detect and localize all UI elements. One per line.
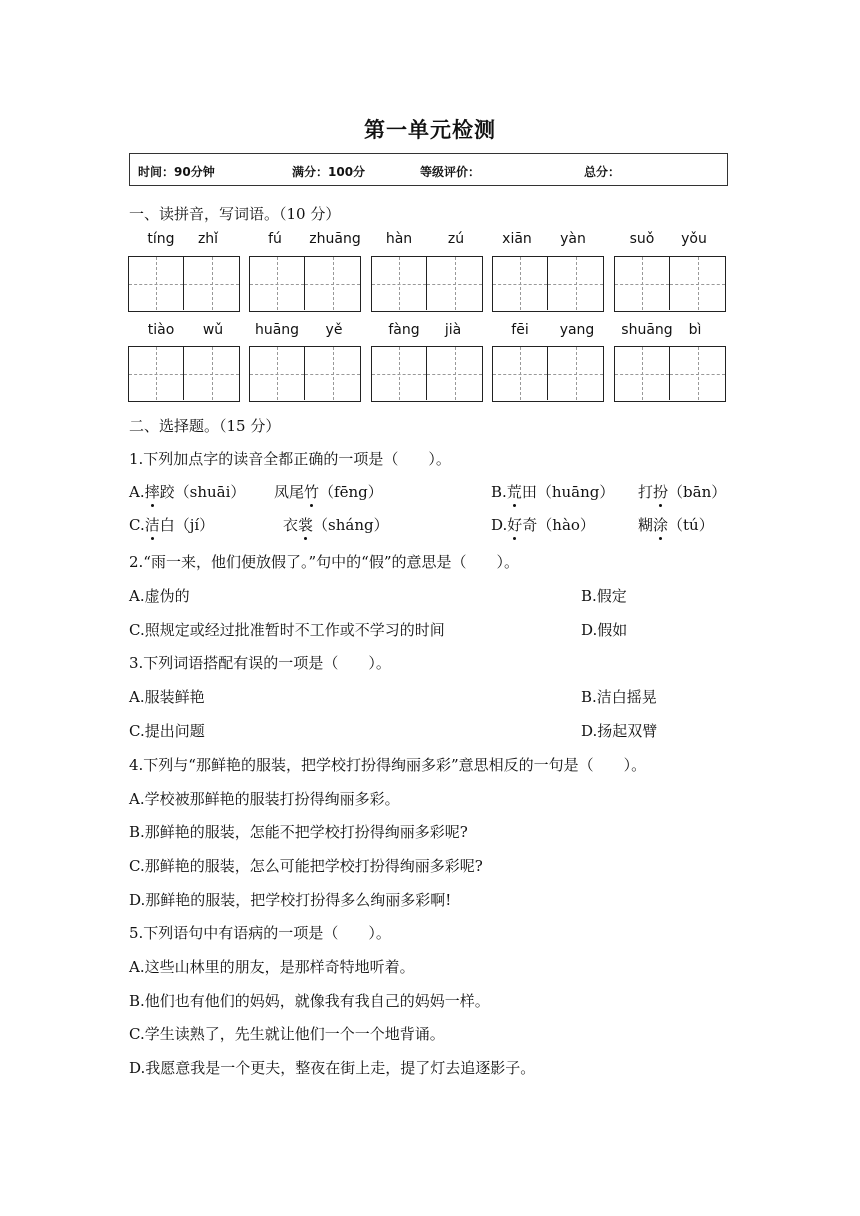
q4-option-a[interactable]: A.学校被那鲜艳的服装打扮得绚丽多彩。 bbox=[129, 790, 400, 808]
page-title: 第一单元检测 bbox=[364, 118, 496, 142]
pinyin: suǒ bbox=[629, 231, 655, 247]
pinyin: fú bbox=[268, 231, 282, 247]
pinyin: xiān bbox=[502, 231, 532, 247]
pinyin: zhǐ bbox=[197, 231, 219, 247]
pinyin: fàng bbox=[388, 322, 420, 338]
q5-option-a[interactable]: A.这些山林里的朋友，是那样奇特地听着。 bbox=[129, 958, 415, 976]
pinyin: yang bbox=[559, 322, 595, 338]
q2-option-b[interactable]: B.假定 bbox=[581, 587, 627, 605]
section2-heading: 二、选择题。（15 分） bbox=[129, 417, 281, 435]
tianzige-box[interactable] bbox=[249, 346, 361, 402]
pinyin: zú bbox=[447, 231, 465, 247]
grade-label: 等级评价： bbox=[420, 165, 481, 179]
q1-option-c[interactable]: C.洁白（jí） bbox=[129, 516, 215, 534]
pinyin: fēi bbox=[511, 322, 529, 338]
q2-option-d[interactable]: D.假如 bbox=[581, 621, 628, 639]
q1-option-c-2: 衣裳（sháng） bbox=[283, 516, 389, 534]
tianzige-box[interactable] bbox=[249, 256, 361, 312]
q1-option-d-2: 糊涂（tú） bbox=[638, 516, 714, 534]
tianzige-box[interactable] bbox=[128, 346, 240, 402]
pinyin: bì bbox=[688, 322, 702, 338]
full-score-label: 满分：100分 bbox=[292, 165, 366, 179]
question-5-stem: 5.下列语句中有语病的一项是（ ）。 bbox=[129, 924, 391, 942]
question-3-stem: 3.下列词语搭配有误的一项是（ ）。 bbox=[129, 654, 391, 672]
q3-option-a[interactable]: A.服装鲜艳 bbox=[129, 688, 205, 706]
tianzige-box[interactable] bbox=[371, 256, 483, 312]
question-1-stem: 1.下列加点字的读音全都正确的一项是（ ）。 bbox=[129, 450, 451, 468]
question-4-stem: 4.下列与“那鲜艳的服装，把学校打扮得绚丽多彩”意思相反的一句是（ ）。 bbox=[129, 756, 647, 774]
q1-option-d[interactable]: D.好奇（hào） bbox=[491, 516, 595, 534]
q1-option-a-2: 凤尾竹（fēng） bbox=[274, 483, 383, 501]
exam-info-box bbox=[129, 153, 728, 186]
pinyin: huāng bbox=[254, 322, 300, 338]
pinyin: yǒu bbox=[681, 231, 707, 247]
q1-option-a[interactable]: A.摔跤（shuāi） bbox=[129, 483, 246, 501]
total-label: 总分： bbox=[584, 165, 621, 179]
section1-heading: 一、读拼音，写词语。（10 分） bbox=[129, 205, 341, 223]
q2-option-a[interactable]: A.虚伪的 bbox=[129, 587, 190, 605]
tianzige-box[interactable] bbox=[492, 346, 604, 402]
pinyin: yě bbox=[325, 322, 343, 338]
tianzige-box[interactable] bbox=[492, 256, 604, 312]
q3-option-d[interactable]: D.扬起双臂 bbox=[581, 722, 658, 740]
q4-option-d[interactable]: D.那鲜艳的服装，把学校打扮得多么绚丽多彩啊! bbox=[129, 891, 452, 909]
pinyin: zhuāng bbox=[309, 231, 361, 247]
time-label: 时间：90分钟 bbox=[138, 165, 215, 179]
pinyin: tiào bbox=[147, 322, 175, 338]
q1-option-b[interactable]: B.荒田（huāng） bbox=[491, 483, 615, 501]
q4-option-b[interactable]: B.那鲜艳的服装，怎能不把学校打扮得绚丽多彩呢? bbox=[129, 823, 468, 841]
q1-option-b-2: 打扮（bān） bbox=[638, 483, 727, 501]
tianzige-box[interactable] bbox=[614, 256, 726, 312]
pinyin: hàn bbox=[385, 231, 413, 247]
tianzige-box[interactable] bbox=[371, 346, 483, 402]
q2-option-c[interactable]: C.照规定或经过批准暂时不工作或不学习的时间 bbox=[129, 621, 445, 639]
q5-option-b[interactable]: B.他们也有他们的妈妈，就像我有我自己的妈妈一样。 bbox=[129, 992, 490, 1010]
q3-option-c[interactable]: C.提出问题 bbox=[129, 722, 205, 740]
q3-option-b[interactable]: B.洁白摇晃 bbox=[581, 688, 657, 706]
pinyin: tíng bbox=[147, 231, 175, 247]
q4-option-c[interactable]: C.那鲜艳的服装，怎么可能把学校打扮得绚丽多彩呢? bbox=[129, 857, 483, 875]
q5-option-c[interactable]: C.学生读熟了，先生就让他们一个一个地背诵。 bbox=[129, 1025, 445, 1043]
question-2-stem: 2.“雨一来，他们便放假了。”句中的“假”的意思是（ ）。 bbox=[129, 553, 519, 571]
pinyin: wǔ bbox=[202, 322, 224, 338]
pinyin: yàn bbox=[560, 231, 586, 247]
q5-option-d[interactable]: D.我愿意我是一个更夫，整夜在街上走，提了灯去追逐影子。 bbox=[129, 1059, 536, 1077]
tianzige-box[interactable] bbox=[128, 256, 240, 312]
pinyin: jià bbox=[444, 322, 462, 338]
pinyin: shuāng bbox=[621, 322, 673, 338]
tianzige-box[interactable] bbox=[614, 346, 726, 402]
